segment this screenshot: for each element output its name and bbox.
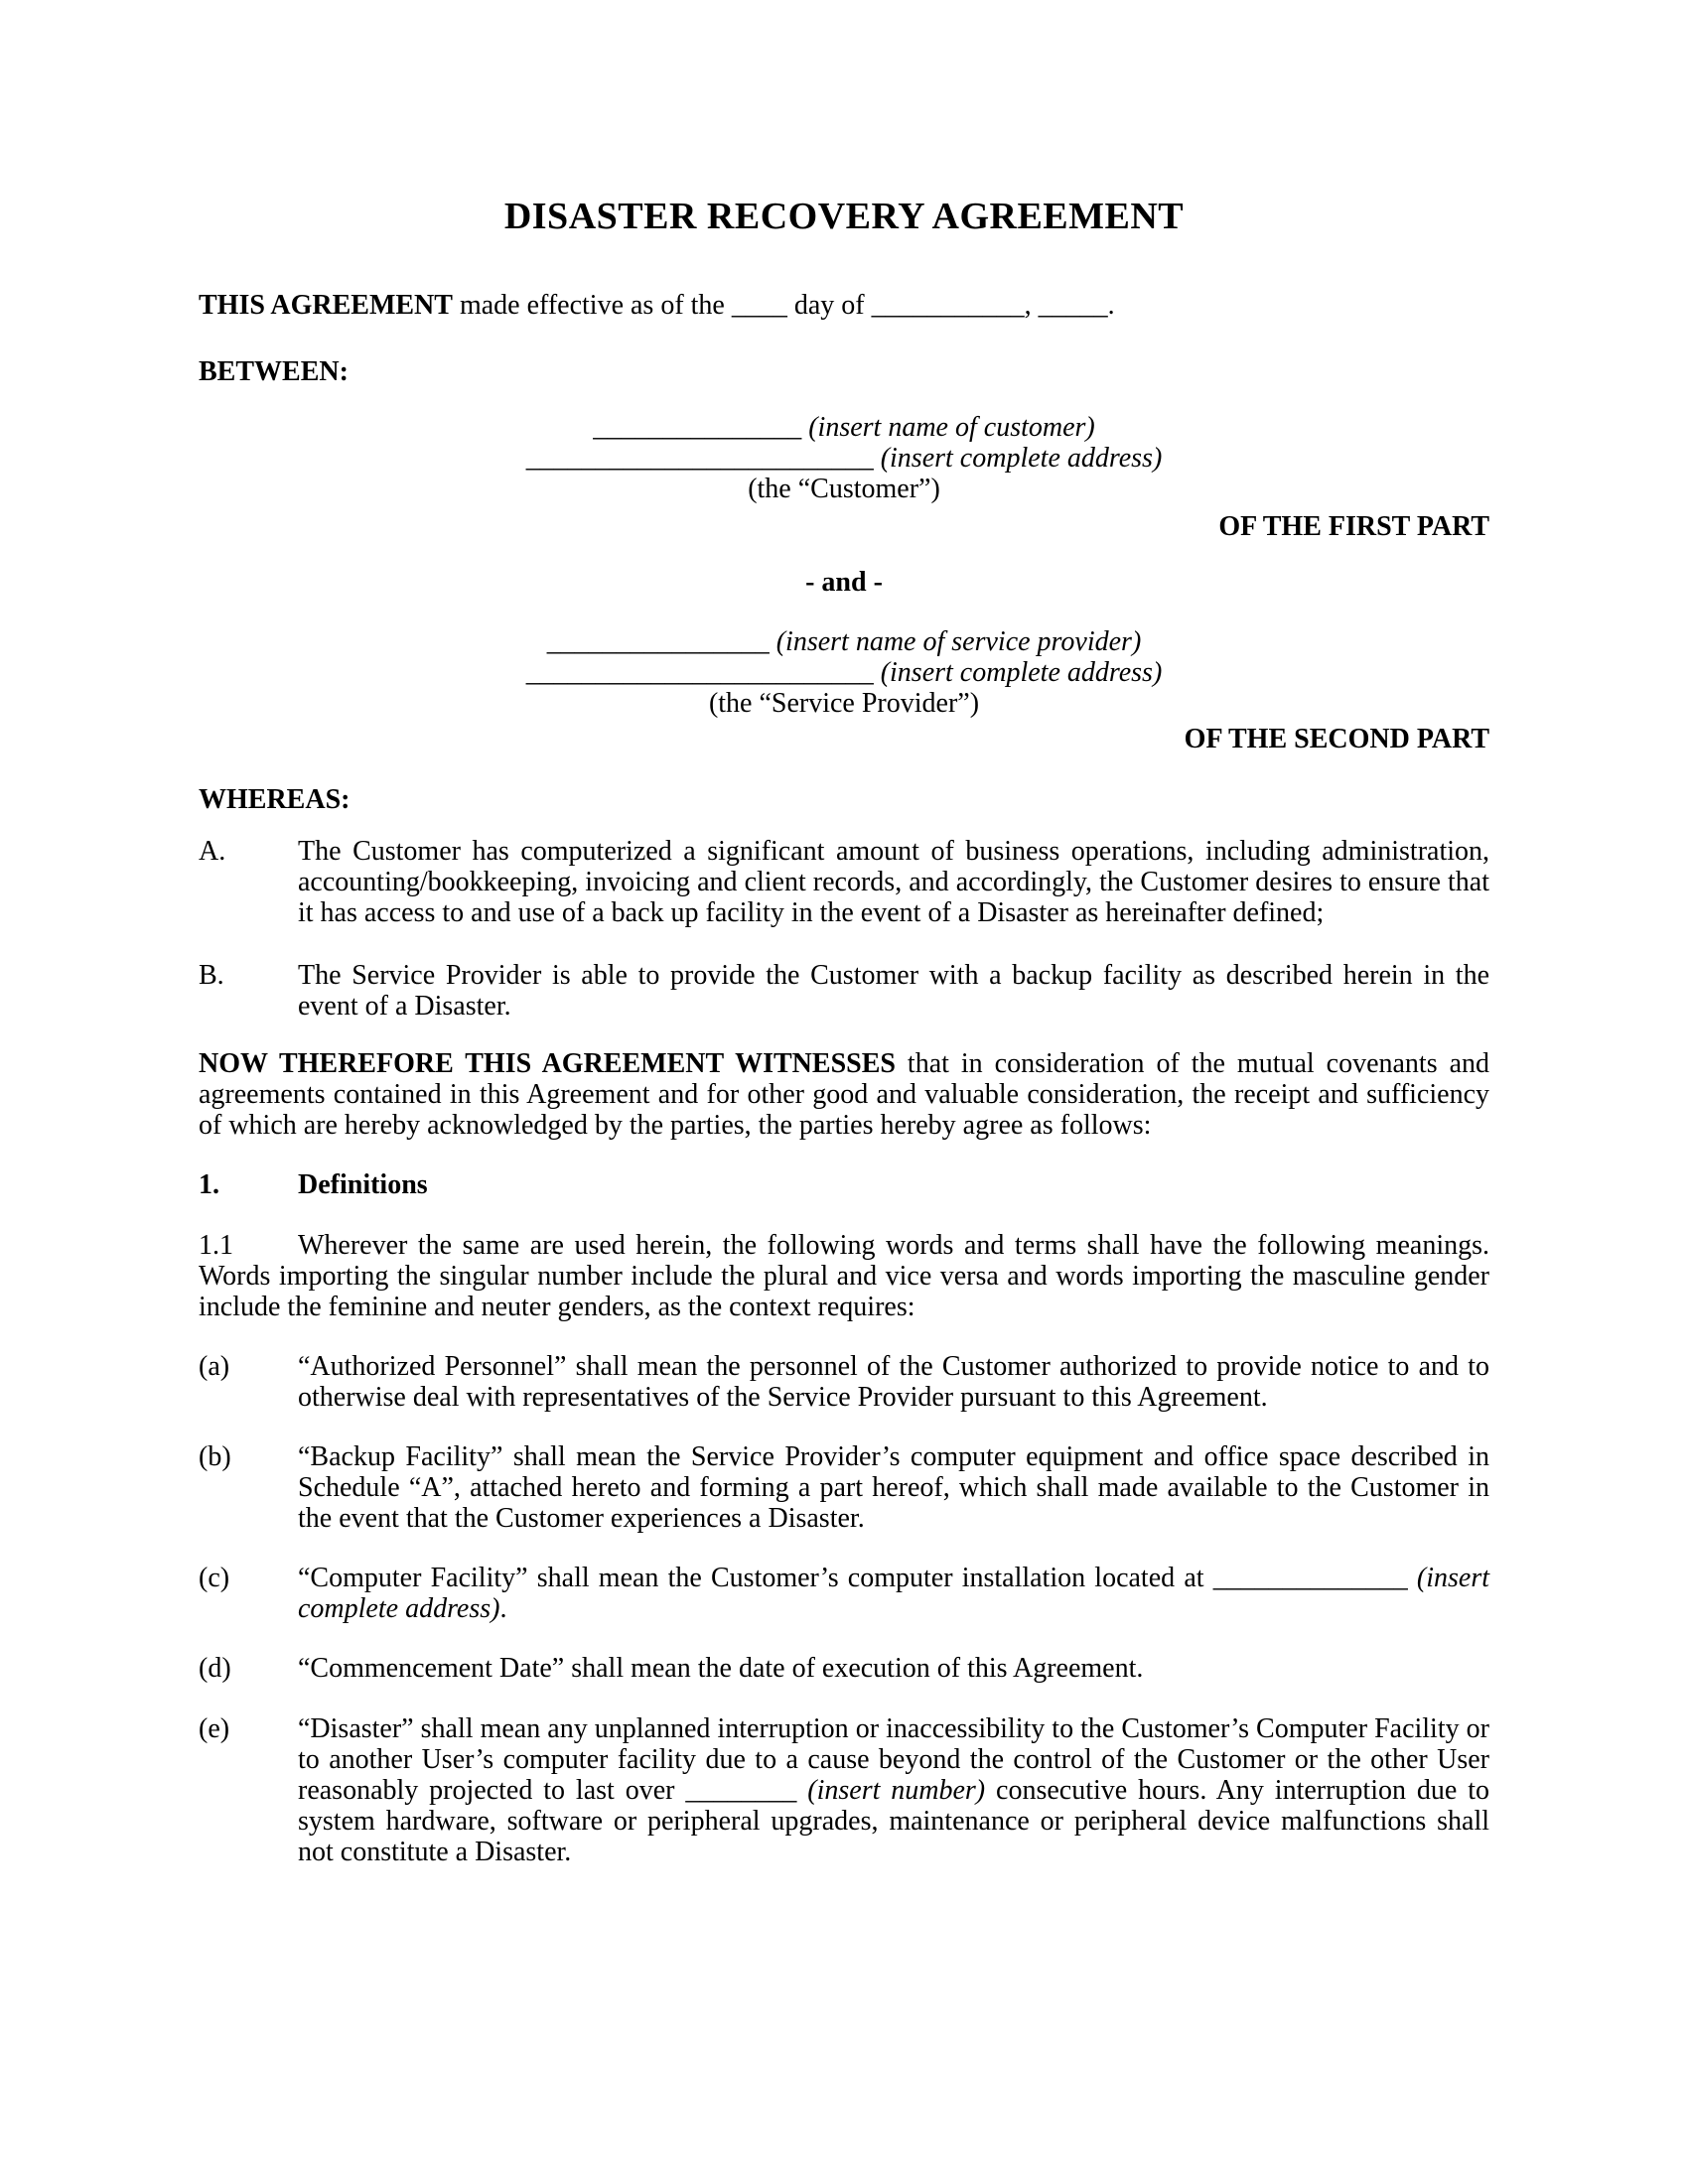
first-party-block — [199, 412, 1489, 504]
definition-a-label: (a) — [199, 1351, 230, 1382]
definition-d-label: (d) — [199, 1653, 231, 1684]
definition-e — [199, 1713, 1489, 1867]
between-label: BETWEEN: — [199, 356, 349, 387]
customer-address-line: _________________________ (insert complete address) — [525, 443, 1163, 474]
section-1-title: Definitions — [298, 1169, 428, 1200]
clause-1-1 — [199, 1230, 1489, 1322]
customer-alias-line: (the “Customer”) — [748, 474, 940, 504]
recital-a-label: A. — [199, 836, 226, 867]
definition-d — [199, 1653, 1489, 1684]
recital-b-text: The Service Provider is able to provide the Customer with a backup facility as described herein in the event of a Disaster. — [298, 960, 1489, 1022]
provider-address-line: _________________________ (insert complete address) — [525, 657, 1163, 688]
definition-e-text: “Disaster” shall mean any unplanned interruption or inaccessibility to the Customer’s Computer Facility or to another User’s computer facility due to a cause beyond the control of the Customer or the other User reasonably projected to last over ________ (insert number) consecutive hours. Any interruption due to system hardware, software or peripheral upgrades, maintenance or peripheral device malfunctions shall not constitute a Disaster. — [298, 1713, 1489, 1867]
second-party-block — [199, 626, 1489, 719]
definition-c-label: (c) — [199, 1563, 230, 1593]
definition-a — [199, 1351, 1489, 1413]
definition-b — [199, 1441, 1489, 1534]
definition-c-text: “Computer Facility” shall mean the Customer’s computer installation located at ______________ (insert complete address). — [298, 1563, 1489, 1624]
definition-a-text: “Authorized Personnel” shall mean the personnel of the Customer authorized to provide notice to and to otherwise deal with representatives of the Service Provider pursuant to this Agreement. — [298, 1351, 1489, 1413]
clause-1-1-number: 1.1 — [199, 1230, 233, 1261]
intro-clause: THIS AGREEMENT made effective as of the ____ day of ___________, _____. — [199, 290, 1115, 321]
definition-b-text: “Backup Facility” shall mean the Service Provider’s computer equipment and office space described in Schedule “A”, attached hereto and forming a part hereof, which shall made available to the Customer in the event that the Customer experiences a Disaster. — [298, 1441, 1489, 1534]
first-part-label: OF THE FIRST PART — [1218, 511, 1489, 542]
recital-a-text: The Customer has computerized a significant amount of business operations, including administration, accounting/bookkeeping, invoicing and client records, and accordingly, the Customer desires to ensure that it has access to and use of a back up facility in the event of a Disaster as hereinafter defined; — [298, 836, 1489, 928]
definition-c — [199, 1563, 1489, 1624]
now-therefore-clause: NOW THEREFORE THIS AGREEMENT WITNESSES that in consideration of the mutual covenants and agreements contained in this Agreement and for other good and valuable consideration, the receipt and sufficiency of which are hereby acknowledged by the parties, the parties hereby agree as follows: — [199, 1048, 1489, 1141]
and-separator: - and - — [805, 567, 883, 598]
second-part-label: OF THE SECOND PART — [1184, 724, 1489, 754]
document-title: DISASTER RECOVERY AGREEMENT — [503, 196, 1185, 237]
provider-name-line: ________________ (insert name of service provider) — [546, 626, 1142, 657]
customer-name-line: _______________ (insert name of customer) — [593, 412, 1095, 443]
definition-e-label: (e) — [199, 1713, 230, 1744]
recital-a — [199, 836, 1489, 928]
section-1-number: 1. — [199, 1169, 219, 1200]
definition-d-text: “Commencement Date” shall mean the date of execution of this Agreement. — [298, 1653, 1144, 1684]
clause-1-1-text: Wherever the same are used herein, the following words and terms shall have the following meanings. Words importing the singular number include the plural and vice versa and words importing the masculine gender include the feminine and neuter genders, as the context requires: — [199, 1230, 1489, 1322]
section-1-heading — [199, 1169, 1489, 1200]
provider-alias-line: (the “Service Provider”) — [708, 688, 980, 719]
document-content — [199, 0, 1489, 1867]
recital-b — [199, 960, 1489, 1022]
whereas-label: WHEREAS: — [199, 784, 351, 815]
recital-b-label: B. — [199, 960, 224, 991]
definition-b-label: (b) — [199, 1441, 231, 1472]
